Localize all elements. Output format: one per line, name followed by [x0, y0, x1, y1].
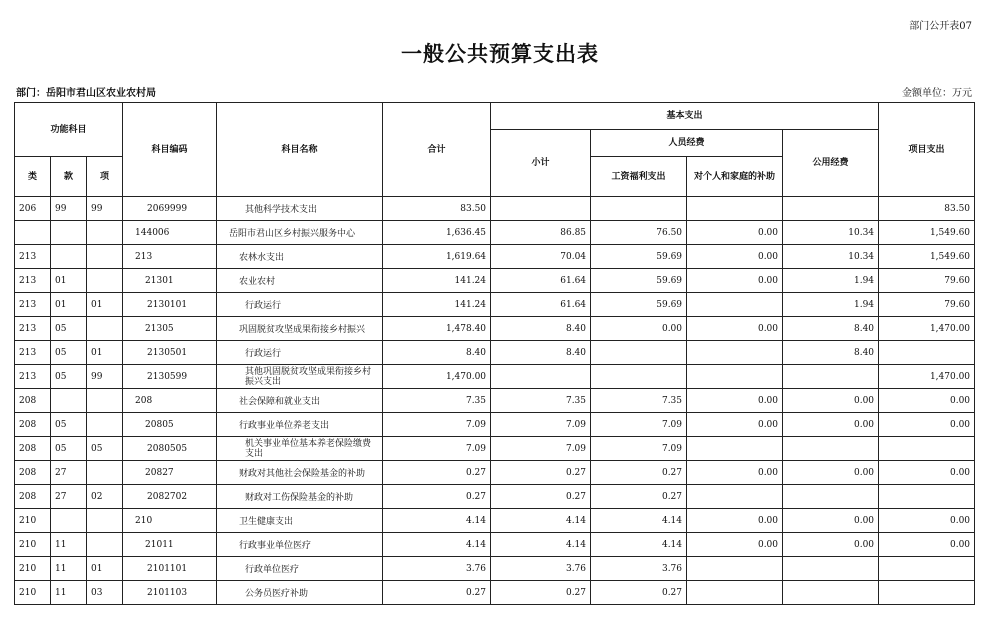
cell-wages: 0.27	[591, 581, 687, 605]
cell-kuan: 11	[51, 533, 87, 557]
cell-xiang: 05	[87, 437, 123, 461]
cell-project	[879, 485, 975, 509]
table-row	[15, 557, 975, 581]
cell-public	[783, 437, 879, 461]
cell-project: 0.00	[879, 509, 975, 533]
cell-total: 1,470.00	[383, 365, 491, 389]
cell-kuan: 05	[51, 341, 87, 365]
cell-lei: 208	[15, 461, 51, 485]
cell-lei: 213	[15, 365, 51, 389]
table-row	[15, 365, 975, 389]
cell-kuan: 27	[51, 461, 87, 485]
cell-family: 0.00	[687, 533, 783, 557]
cell-total: 141.24	[383, 269, 491, 293]
cell-subtotal: 8.40	[491, 341, 591, 365]
cell-total: 4.14	[383, 533, 491, 557]
cell-family: 0.00	[687, 317, 783, 341]
header-project: 项目支出	[879, 103, 975, 197]
cell-public: 0.00	[783, 509, 879, 533]
table-row	[15, 197, 975, 221]
cell-family: 0.00	[687, 413, 783, 437]
cell-public: 10.34	[783, 221, 879, 245]
header-wages: 工资福利支出	[591, 157, 687, 197]
cell-xiang: 01	[87, 293, 123, 317]
cell-subtotal: 70.04	[491, 245, 591, 269]
cell-subtotal: 0.27	[491, 581, 591, 605]
cell-project: 1,549.60	[879, 245, 975, 269]
cell-kuan: 99	[51, 197, 87, 221]
cell-xiang: 01	[87, 341, 123, 365]
cell-name: 农林水支出	[217, 245, 383, 269]
cell-public: 0.00	[783, 533, 879, 557]
header-subtotal: 小计	[491, 130, 591, 197]
header-family: 对个人和家庭的补助	[687, 157, 783, 197]
cell-project: 1,470.00	[879, 365, 975, 389]
cell-kuan: 11	[51, 581, 87, 605]
cell-xiang	[87, 221, 123, 245]
cell-subtotal: 0.27	[491, 485, 591, 509]
cell-subtotal	[491, 365, 591, 389]
header-code: 科目编码	[123, 103, 217, 197]
expenditure-table	[14, 102, 975, 605]
header-func-subject: 功能科目	[15, 103, 123, 157]
cell-xiang: 99	[87, 197, 123, 221]
cell-kuan	[51, 389, 87, 413]
table-row	[15, 533, 975, 557]
table-row	[15, 485, 975, 509]
cell-name: 公务员医疗补助	[217, 581, 383, 605]
cell-project: 83.50	[879, 197, 975, 221]
cell-kuan: 05	[51, 317, 87, 341]
cell-code: 144006	[123, 221, 217, 245]
cell-subtotal: 61.64	[491, 269, 591, 293]
form-number: 部门公开表07	[909, 21, 972, 32]
cell-family: 0.00	[687, 509, 783, 533]
cell-name: 行政运行	[217, 341, 383, 365]
cell-total: 7.09	[383, 413, 491, 437]
cell-family: 0.00	[687, 389, 783, 413]
cell-xiang	[87, 533, 123, 557]
cell-subtotal	[491, 197, 591, 221]
cell-total: 1,478.40	[383, 317, 491, 341]
cell-name: 巩固脱贫攻坚成果衔接乡村振兴	[217, 317, 383, 341]
cell-family	[687, 581, 783, 605]
cell-name: 其他科学技术支出	[217, 197, 383, 221]
table-body	[15, 197, 975, 605]
cell-total: 83.50	[383, 197, 491, 221]
cell-wages: 76.50	[591, 221, 687, 245]
cell-lei: 213	[15, 245, 51, 269]
cell-family: 0.00	[687, 269, 783, 293]
cell-name: 机关事业单位基本养老保险缴费支出	[217, 437, 383, 461]
cell-xiang: 03	[87, 581, 123, 605]
cell-lei: 206	[15, 197, 51, 221]
header-name: 科目名称	[217, 103, 383, 197]
cell-lei: 213	[15, 293, 51, 317]
cell-lei: 213	[15, 269, 51, 293]
table-row	[15, 413, 975, 437]
cell-xiang	[87, 461, 123, 485]
cell-lei: 213	[15, 341, 51, 365]
cell-name: 行政单位医疗	[217, 557, 383, 581]
cell-name: 行政运行	[217, 293, 383, 317]
cell-code: 210	[123, 509, 217, 533]
cell-total: 1,619.64	[383, 245, 491, 269]
cell-total: 3.76	[383, 557, 491, 581]
cell-family	[687, 557, 783, 581]
cell-xiang	[87, 413, 123, 437]
cell-subtotal: 3.76	[491, 557, 591, 581]
cell-public	[783, 485, 879, 509]
cell-total: 0.27	[383, 581, 491, 605]
cell-name: 岳阳市君山区乡村振兴服务中心	[217, 221, 383, 245]
cell-kuan: 11	[51, 557, 87, 581]
cell-public: 10.34	[783, 245, 879, 269]
cell-wages: 0.27	[591, 485, 687, 509]
cell-public	[783, 581, 879, 605]
cell-family	[687, 293, 783, 317]
cell-xiang	[87, 269, 123, 293]
cell-family	[687, 341, 783, 365]
cell-wages: 59.69	[591, 269, 687, 293]
cell-code: 21011	[123, 533, 217, 557]
cell-project: 1,549.60	[879, 221, 975, 245]
cell-wages: 59.69	[591, 245, 687, 269]
cell-wages: 59.69	[591, 293, 687, 317]
cell-project	[879, 341, 975, 365]
cell-subtotal: 61.64	[491, 293, 591, 317]
cell-public: 0.00	[783, 413, 879, 437]
cell-project: 79.60	[879, 269, 975, 293]
cell-wages: 0.27	[591, 461, 687, 485]
cell-wages: 3.76	[591, 557, 687, 581]
table-row	[15, 221, 975, 245]
cell-kuan	[51, 245, 87, 269]
cell-subtotal: 7.09	[491, 437, 591, 461]
cell-name: 行政事业单位养老支出	[217, 413, 383, 437]
cell-total: 7.09	[383, 437, 491, 461]
cell-lei: 210	[15, 509, 51, 533]
cell-wages: 7.09	[591, 413, 687, 437]
cell-total: 4.14	[383, 509, 491, 533]
cell-family	[687, 365, 783, 389]
table-row	[15, 245, 975, 269]
cell-code: 21301	[123, 269, 217, 293]
cell-code: 20827	[123, 461, 217, 485]
cell-project: 0.00	[879, 533, 975, 557]
cell-code: 20805	[123, 413, 217, 437]
cell-subtotal: 0.27	[491, 461, 591, 485]
cell-code: 2080505	[123, 437, 217, 461]
cell-family: 0.00	[687, 221, 783, 245]
cell-family	[687, 437, 783, 461]
cell-kuan: 05	[51, 413, 87, 437]
cell-code: 21305	[123, 317, 217, 341]
cell-name: 行政事业单位医疗	[217, 533, 383, 557]
cell-public	[783, 197, 879, 221]
header-public: 公用经费	[783, 130, 879, 197]
amount-unit-label: 金额单位：万元	[902, 88, 972, 99]
cell-lei: 210	[15, 533, 51, 557]
cell-total: 1,636.45	[383, 221, 491, 245]
cell-lei: 208	[15, 413, 51, 437]
cell-wages: 4.14	[591, 533, 687, 557]
cell-lei: 210	[15, 557, 51, 581]
cell-code: 2101101	[123, 557, 217, 581]
cell-total: 0.27	[383, 485, 491, 509]
cell-subtotal: 7.09	[491, 413, 591, 437]
cell-public: 1.94	[783, 269, 879, 293]
cell-total: 0.27	[383, 461, 491, 485]
cell-subtotal: 4.14	[491, 509, 591, 533]
table-row	[15, 269, 975, 293]
cell-wages	[591, 341, 687, 365]
cell-kuan: 05	[51, 365, 87, 389]
cell-project: 0.00	[879, 461, 975, 485]
cell-wages: 0.00	[591, 317, 687, 341]
header-kuan: 款	[51, 157, 87, 197]
cell-name: 财政对工伤保险基金的补助	[217, 485, 383, 509]
cell-xiang	[87, 245, 123, 269]
table-row	[15, 317, 975, 341]
cell-project: 79.60	[879, 293, 975, 317]
cell-subtotal: 7.35	[491, 389, 591, 413]
header-xiang: 项	[87, 157, 123, 197]
cell-wages	[591, 197, 687, 221]
cell-subtotal: 8.40	[491, 317, 591, 341]
cell-lei: 208	[15, 437, 51, 461]
table-row	[15, 461, 975, 485]
cell-family	[687, 197, 783, 221]
cell-code: 2130599	[123, 365, 217, 389]
cell-name: 财政对其他社会保险基金的补助	[217, 461, 383, 485]
cell-public: 8.40	[783, 317, 879, 341]
cell-code: 2082702	[123, 485, 217, 509]
cell-kuan	[51, 221, 87, 245]
cell-kuan: 27	[51, 485, 87, 509]
cell-public	[783, 365, 879, 389]
cell-lei: 210	[15, 581, 51, 605]
table-row	[15, 341, 975, 365]
cell-code: 208	[123, 389, 217, 413]
cell-family	[687, 485, 783, 509]
cell-name: 其他巩固脱贫攻坚成果衔接乡村振兴支出	[217, 365, 383, 389]
cell-code: 213	[123, 245, 217, 269]
cell-public: 0.00	[783, 461, 879, 485]
cell-wages	[591, 365, 687, 389]
cell-code: 2130501	[123, 341, 217, 365]
cell-xiang	[87, 389, 123, 413]
page-title: 一般公共预算支出表	[401, 42, 599, 66]
cell-public: 0.00	[783, 389, 879, 413]
cell-lei	[15, 221, 51, 245]
cell-kuan: 05	[51, 437, 87, 461]
cell-kuan: 01	[51, 293, 87, 317]
table-row	[15, 389, 975, 413]
cell-total: 141.24	[383, 293, 491, 317]
cell-project: 0.00	[879, 413, 975, 437]
cell-total: 8.40	[383, 341, 491, 365]
table-row	[15, 509, 975, 533]
cell-public	[783, 557, 879, 581]
cell-project	[879, 581, 975, 605]
cell-name: 卫生健康支出	[217, 509, 383, 533]
header-personnel: 人员经费	[591, 130, 783, 157]
cell-project	[879, 557, 975, 581]
cell-project	[879, 437, 975, 461]
cell-public: 8.40	[783, 341, 879, 365]
cell-public: 1.94	[783, 293, 879, 317]
table-row	[15, 293, 975, 317]
cell-subtotal: 86.85	[491, 221, 591, 245]
cell-name: 社会保障和就业支出	[217, 389, 383, 413]
cell-project: 1,470.00	[879, 317, 975, 341]
table-row	[15, 437, 975, 461]
cell-total: 7.35	[383, 389, 491, 413]
cell-xiang: 99	[87, 365, 123, 389]
cell-name: 农业农村	[217, 269, 383, 293]
cell-project: 0.00	[879, 389, 975, 413]
header-basic: 基本支出	[491, 103, 879, 130]
cell-family: 0.00	[687, 461, 783, 485]
cell-lei: 208	[15, 389, 51, 413]
table-row	[15, 581, 975, 605]
department-label: 部门：岳阳市君山区农业农村局	[16, 88, 156, 99]
cell-wages: 4.14	[591, 509, 687, 533]
header-total: 合计	[383, 103, 491, 197]
cell-code: 2069999	[123, 197, 217, 221]
cell-xiang	[87, 317, 123, 341]
cell-subtotal: 4.14	[491, 533, 591, 557]
cell-wages: 7.09	[591, 437, 687, 461]
cell-xiang: 02	[87, 485, 123, 509]
cell-xiang: 01	[87, 557, 123, 581]
cell-kuan	[51, 509, 87, 533]
cell-code: 2130101	[123, 293, 217, 317]
cell-family: 0.00	[687, 245, 783, 269]
cell-kuan: 01	[51, 269, 87, 293]
cell-lei: 213	[15, 317, 51, 341]
cell-wages: 7.35	[591, 389, 687, 413]
cell-lei: 208	[15, 485, 51, 509]
header-lei: 类	[15, 157, 51, 197]
cell-code: 2101103	[123, 581, 217, 605]
cell-xiang	[87, 509, 123, 533]
